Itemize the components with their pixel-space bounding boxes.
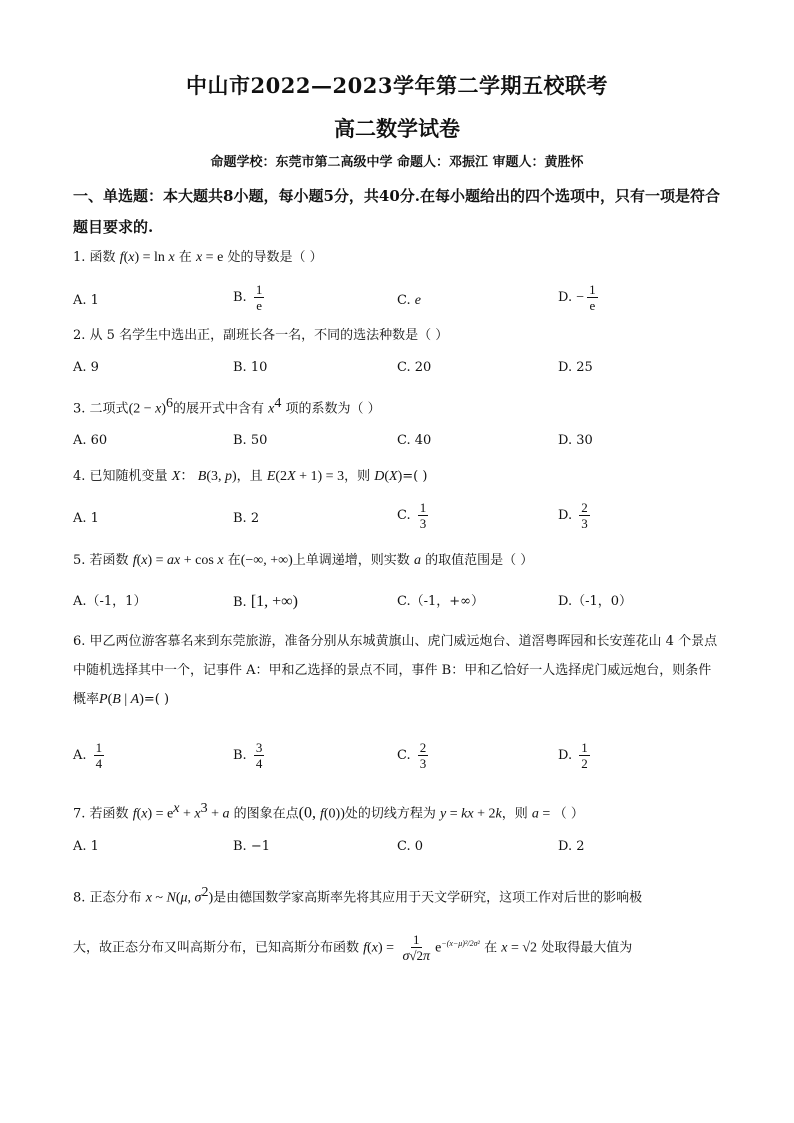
q3-option-c: C. 40 bbox=[397, 433, 432, 448]
q7-option-d: D. 2 bbox=[558, 839, 585, 854]
q2-option-c: C. 20 bbox=[397, 360, 432, 375]
q7-option-b: B. −1 bbox=[233, 839, 270, 854]
q7-option-c: C. 0 bbox=[397, 839, 424, 854]
q3-option-a: A. 60 bbox=[73, 433, 108, 448]
exam-subtitle: 高二数学试卷 bbox=[334, 116, 460, 141]
q2-option-a: A. 9 bbox=[73, 360, 99, 375]
exam-title: 中山市2022—2023学年第二学期五校联考 bbox=[186, 73, 608, 98]
q1-option-b: B. $\frac{1}{e}$ bbox=[233, 282, 263, 313]
question-4: 4. 已知随机变量 X： B(3, p)，且 E(2X + 1) = 3，则 D(X)=( ) bbox=[73, 469, 428, 484]
q6-option-c: C. $\frac{2}{3}$ bbox=[397, 740, 427, 771]
question-8-line-1: 8. 正态分布 x ~ N(μ, $\sigma^2$)是由德国数学家高斯率先将其应用于天文学研究，这项工作对后世的影响极 bbox=[73, 885, 643, 906]
section-heading: 一、单选题：本大题共8小题，每小题5分，共40分.在每小题给出的四个选项中，只有一项是符合题目要求的. bbox=[73, 187, 720, 236]
exam-info: 命题学校：东莞市第二高级中学 命题人：邓振江 审题人：黄胜怀 bbox=[210, 155, 584, 170]
q1-option-c: C. e bbox=[397, 293, 421, 308]
q2-option-b: B. 10 bbox=[233, 360, 268, 375]
question-6: 6. 甲乙两位游客慕名来到东莞旅游，准备分别从东城黄旗山、虎门威远炮台、道滘粤晖园和长安莲花山 4 个景点中随机选择其中一个，记事件 A：甲和乙选择的景点不同，事件 B：甲和乙恰好一人选择虎门威远炮台，则条件概率P(B | A)=( ) bbox=[73, 634, 718, 707]
q4-option-a: A. 1 bbox=[73, 511, 99, 526]
q3-option-b: B. 50 bbox=[233, 433, 268, 448]
q1-option-a: A. 1 bbox=[73, 293, 99, 308]
q4-option-d: D. $\frac{2}{3}$ bbox=[558, 500, 588, 531]
q5-option-d: D.（-1，0） bbox=[558, 594, 633, 609]
question-5: 5. 若函数 f(x) = ax + cos x 在(−∞, +∞)上单调递增，则实数 a 的取值范围是（ ） bbox=[73, 553, 534, 568]
q2-option-d: D. 25 bbox=[558, 360, 593, 375]
q6-option-b: B. $\frac{3}{4}$ bbox=[233, 740, 263, 771]
question-8-line-2: 大，故正态分布又叫高斯分布，已知高斯分布函数 f(x) = $\frac{1}{\sigma√2\pi}$ $e^{-(x-\mu)^2/2\sigma^2}$ 在 x = √2 处取得最大值为 bbox=[73, 932, 633, 964]
question-1: 1. 函数 f(x) = ln x 在 x = e 处的导数是（ ） bbox=[73, 250, 323, 265]
q3-option-d: D. 30 bbox=[558, 433, 593, 448]
q6-option-d: D. $\frac{1}{2}$ bbox=[558, 740, 588, 771]
question-2: 2. 从 5 名学生中选出正，副班长各一名，不同的选法种数是（ ） bbox=[73, 328, 449, 343]
q1-option-d: D. − $\frac{1}{e}$ bbox=[558, 282, 596, 313]
q5-option-a: A.（-1，1） bbox=[73, 594, 147, 609]
question-3: 3. 二项式$(2 - x)^6$的展开式中含有 $x^4$ 项的系数为（ ） bbox=[73, 396, 381, 417]
q7-option-a: A. 1 bbox=[73, 839, 99, 854]
q4-option-b: B. 2 bbox=[233, 511, 260, 526]
q5-option-b: B. [1, +∞) bbox=[233, 593, 298, 610]
q5-option-c: C.（-1，+∞） bbox=[397, 594, 485, 609]
q4-option-c: C. $\frac{1}{3}$ bbox=[397, 500, 427, 531]
question-7: 7. 若函数 $f(x) = e^x + x^3 + a$ 的图象在点(0, f(0))处的切线方程为 y = kx + 2k，则 a = （ ） bbox=[73, 801, 584, 822]
q6-option-a: A. $\frac{1}{4}$ bbox=[73, 740, 103, 771]
